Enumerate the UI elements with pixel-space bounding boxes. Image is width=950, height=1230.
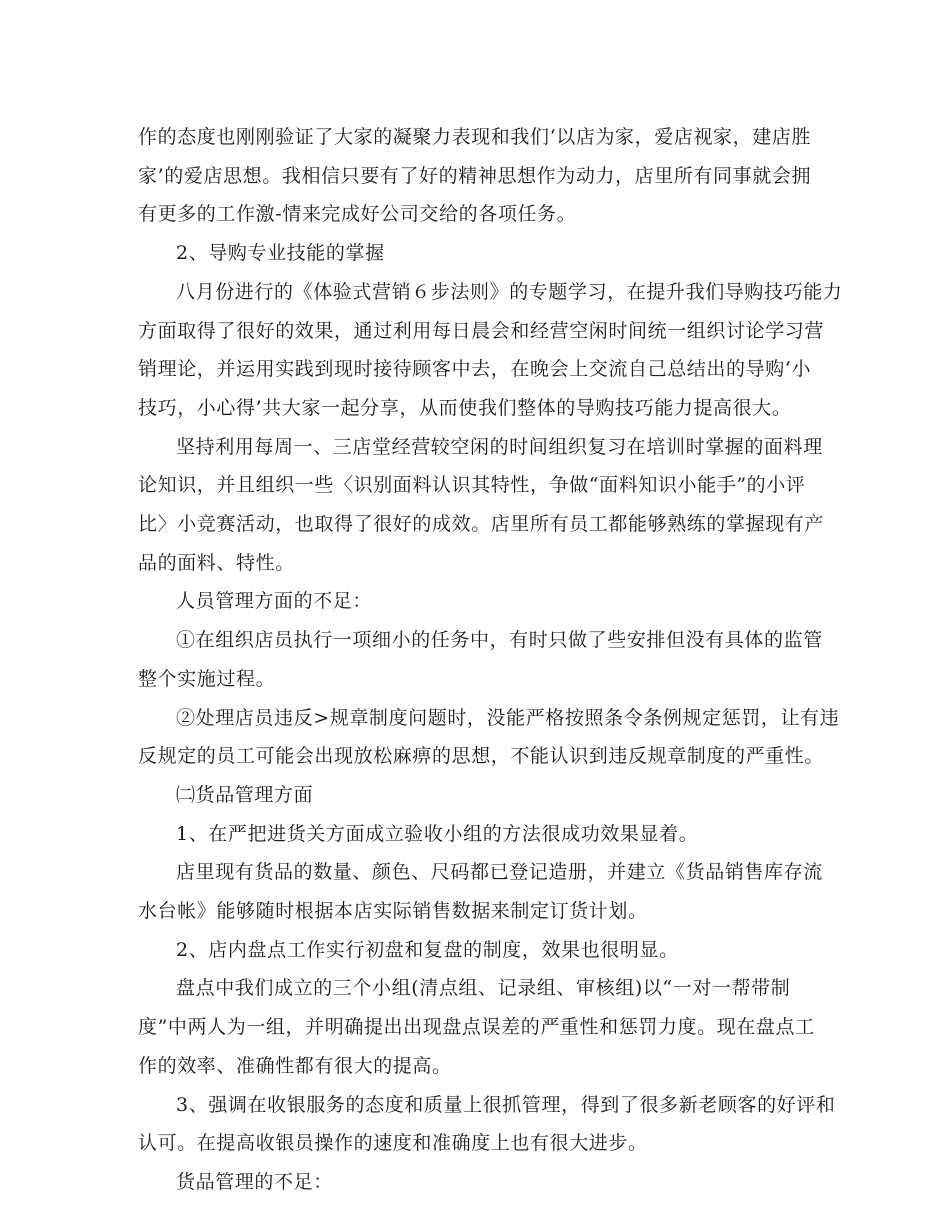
text-line: 方面取得了很好的效果，通过利用每日晨会和经营空闲时间统一组织讨论学习营 <box>138 319 825 342</box>
text-line: 家’的爱店思想。我相信只要有了好的精神思想作为动力，店里所有同事就会拥 <box>138 164 812 187</box>
text-line: 品的面料、特性。 <box>138 551 295 574</box>
document-body <box>138 118 843 1202</box>
text-line: ②处理店员违反>规章制度问题时，没能严格按照条令条例规定惩罚，让有违 <box>176 706 840 729</box>
text-line: ㈡货品管理方面 <box>176 783 314 806</box>
text-line: 2、店内盘点工作实行初盘和复盘的制度，效果也很明显。 <box>176 938 679 961</box>
text-line: 论知识，并且组织一些〈识别面料认识其特性，争做“面料知识小能手”的小评 <box>138 474 806 497</box>
text-line: 3、强调在收银服务的态度和质量上很抓管理，得到了很多新老顾客的好评和 <box>176 1093 836 1116</box>
text-line: ①在组织店员执行一项细小的任务中，有时只做了些安排但没有具体的监管 <box>176 629 823 652</box>
text-line: 坚持利用每周一、三店堂经营较空闲的时间组织复习在培训时掌握的面料理 <box>176 435 823 458</box>
text-line: 2、导购专业技能的掌握 <box>176 242 385 265</box>
text-line: 店里现有货品的数量、颜色、尺码都已登记造册，并建立《货品销售库存流 <box>176 861 823 884</box>
text-line: 1、在严把进货关方面成立验收小组的方法很成功效果显着。 <box>176 822 699 845</box>
text-line: 技巧，小心得’共大家一起分享，从而使我们整体的导购技巧能力提高很大。 <box>138 396 792 419</box>
text-line: 有更多的工作激-情来完成好公司交给的各项任务。 <box>138 203 577 226</box>
text-line: 人员管理方面的不足： <box>176 590 373 613</box>
text-line: 盘点中我们成立的三个小组(清点组、记录组、审核组)以“一对一帮带制 <box>176 977 791 1000</box>
text-line: 销理论，并运用实践到现时接待顾客中去，在晚会上交流自己总结出的导购‘小 <box>138 358 812 381</box>
text-line: 反规定的员工可能会出现放松麻痹的思想，不能认识到违反规章制度的严重性。 <box>138 745 825 768</box>
text-line: 八月份进行的《体验式营销６步法则》的专题学习，在提升我们导购技巧能力 <box>176 280 843 303</box>
text-line: 水台帐》能够随时根据本店实际销售数据来制定订货计划。 <box>138 900 648 923</box>
text-line: 作的态度也刚刚验证了大家的凝聚力表现和我们‘以店为家，爱店视家，建店胜 <box>138 126 812 148</box>
text-line: 作的效率、准确性都有很大的提高。 <box>138 1054 452 1077</box>
text-line: 认可。在提高收银员操作的速度和准确度上也有很大进步。 <box>138 1132 648 1155</box>
text-line: 比〉小竞赛活动，也取得了很好的成效。店里所有员工都能够熟练的掌握现有产 <box>138 513 825 536</box>
text-line: 货品管理的不足： <box>176 1170 333 1193</box>
text-line: 度”中两人为一组，并明确提出出现盘点误差的严重性和惩罚力度。现在盘点工 <box>138 1016 815 1039</box>
text-line: 整个实施过程。 <box>138 667 276 690</box>
